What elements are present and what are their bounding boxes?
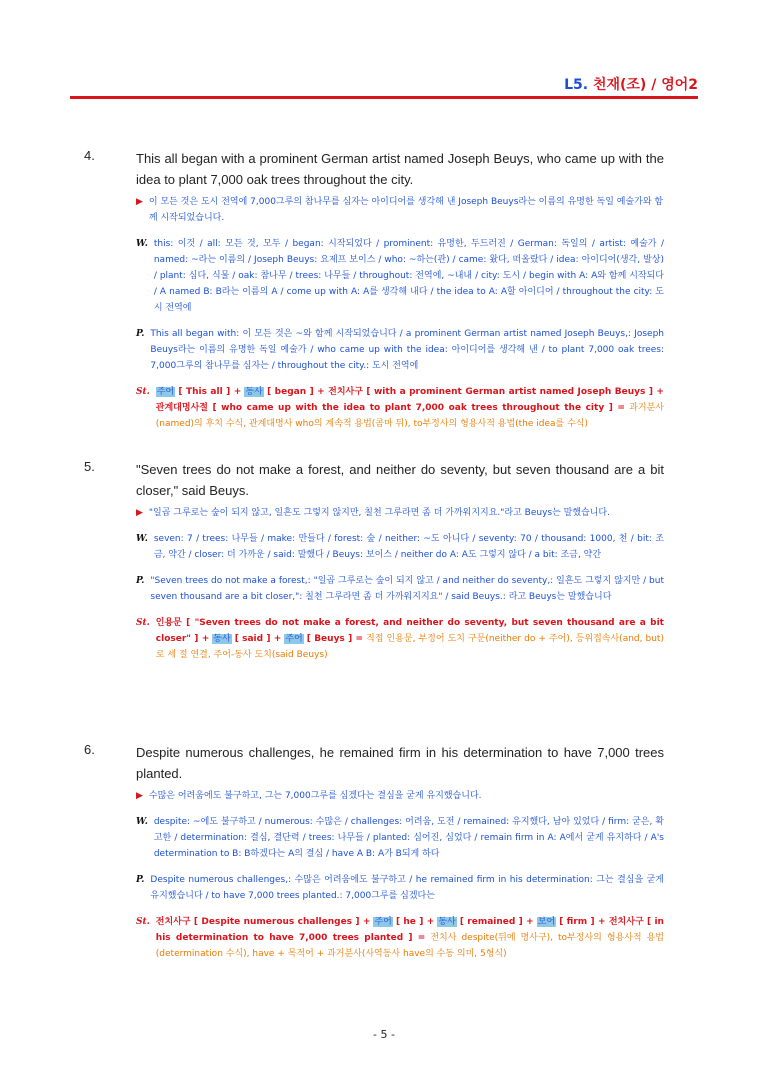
complement-tag: 보어	[537, 917, 556, 927]
structure-text	[156, 615, 664, 663]
w-label: W.	[136, 534, 148, 544]
translation-text: 수많은 어려움에도 불구하고, 그는 7,000그루를 심겠다는 결심을 굳게 유지했습니다.	[148, 791, 482, 801]
phrase-notes-text: "Seven trees do not make a forest,: "일곱 그루로는 숲이 되지 않고 / and neither do seventy,: 일흔도 그렇지 않지만 / but seven thousand are a bit closer,": 칠천 그루라면 좀 더 가까워지지요" / said Beuys.: 라고 Beuys는 말했습니다	[150, 576, 664, 602]
phrase-notes	[136, 573, 664, 605]
translation-text: 이 모든 것은 도시 전역에 7,000그루의 참나무를 심자는 아이디어를 생각해 낸 Joseph Beuys라는 이름의 유명한 독일 예술가와 함께 시작되었습니다.	[148, 197, 664, 223]
phrase-notes	[136, 326, 664, 374]
header-rule	[70, 96, 698, 99]
translation	[136, 505, 664, 521]
arrow-icon: ▶	[136, 791, 143, 801]
english-sentence: This all began with a prominent German artist named Joseph Beuys, who came up with the idea to plant 7,000 oak trees throughout the city.	[136, 151, 664, 187]
arrow-icon: ▶	[136, 197, 143, 207]
arrow-icon: ▶	[136, 508, 143, 518]
structure-part: [ firm ] + 전치사구 [ in his determination to have 7,000 trees planted ] =	[155, 917, 664, 943]
subject-tag: 주어	[285, 634, 303, 644]
verb-tag: 동사	[213, 634, 231, 644]
lesson-label: L5.	[564, 77, 589, 93]
w-label: W.	[136, 817, 148, 827]
structure-notes	[136, 914, 664, 962]
sentence-item-5	[84, 459, 664, 663]
p-label: P.	[136, 329, 145, 339]
structure-part: [ he ] +	[395, 917, 435, 927]
grammar-note: 직접 인용문, 부정어 도치 구문(neither do + 주어), 등위접속사(and, but)로 세 절 연결, 주어-동사 도치(said Beuys)	[155, 634, 664, 660]
verb-tag: 동사	[438, 917, 456, 927]
structure-part: [ began ] + 전치사구 [ with a prominent German artist named Joseph Beuys ] + 관계대명사절 [ who came up with the idea to plant 7,000 oak trees throughout the city ] =	[155, 387, 664, 413]
structure-notes	[136, 615, 664, 663]
word-notes-text: this: 이것 / all: 모든 것, 모두 / began: 시작되었다 / prominent: 유명한, 두드러진 / German: 독일의 / artist: 예술가 / named: ~라는 이름의 / Joseph Beuys: 요제프 보이스 / who: ~하는(관) / came: 왔다, 떠올랐다 / idea: 아이디어(생각, 발상) / plant: 심다, 식물 / oak: 참나무 / trees: 나무들 / throughout: 전역에, ~내내 / city: 도시 / begin with A: A와 함께 시작되다 / A named B: B라는 이름의 A / come up with A: A를 생각해 내다 / the idea to A: A할 아이디어 / throughout the city: 도시 전역에	[153, 239, 664, 313]
st-label: St.	[136, 917, 150, 927]
structure-text	[156, 384, 664, 432]
structure-notes	[136, 384, 664, 432]
p-label: P.	[136, 576, 145, 586]
phrase-notes	[136, 872, 664, 904]
st-label: St.	[136, 618, 150, 628]
phrase-notes-text: This all began with: 이 모든 것은 ~와 함께 시작되었습니다 / a prominent German artist named Joseph Beuys,: Joseph Beuys라는 이름의 유명한 독일 예술가 / who came up with the idea: 아이디어를 생각해 낸 / to plant 7,000 oak trees: 7,000그루의 참나무를 심자는 / throughout the city.: 도시 전역에	[150, 329, 664, 371]
structure-text	[156, 914, 664, 962]
page-header	[564, 74, 698, 94]
verb-tag: 동사	[245, 387, 263, 397]
translation-text: "일곱 그루로는 숲이 되지 않고, 일흔도 그렇지 않지만, 칠천 그루라면 좀 더 가까워지지요."라고 Beuys는 말했습니다.	[148, 508, 610, 518]
word-notes	[136, 236, 664, 316]
translation	[136, 788, 664, 804]
st-label: St.	[136, 387, 150, 397]
page-number: - 5 -	[373, 1028, 395, 1041]
publisher-label: 천재(조)	[592, 77, 647, 93]
english-sentence: "Seven trees do not make a forest, and neither do seventy, but seven thousand are a bit closer," said Beuys.	[136, 462, 664, 498]
structure-part: [ This all ] +	[178, 387, 242, 397]
structure-part: [ remained ] +	[459, 917, 534, 927]
word-notes	[136, 814, 664, 862]
phrase-notes-text: Despite numerous challenges,: 수많은 어려움에도 불구하고 / he remained firm in his determination: 그는 결심을 굳게 유지했습니다 / to have 7,000 trees planted.: 7,000그루를 심겠다는	[150, 875, 664, 901]
word-notes-text: seven: 7 / trees: 나무들 / make: 만들다 / forest: 숲 / neither: ~도 아니다 / seventy: 70 / thousand: 1000, 천 / bit: 조금, 약간 / closer: 더 가까운 / said: 말했다 / Beuys: 보이스 / neither do A: A도 그렇지 않다 / a bit: 조금, 약간	[153, 534, 664, 560]
grammar-note: 전치사 despite(뒤에 명사구), to부정사의 형용사적 용법(determination 수식), have + 목적어 + 과거분사(사역동사 have의 수동 의미, 5형식)	[155, 933, 664, 959]
subject-tag: 주어	[374, 917, 392, 927]
header-separator: /	[651, 77, 657, 93]
w-label: W.	[136, 239, 148, 249]
item-number: 6.	[84, 742, 95, 757]
subject-label: 영어2	[661, 77, 698, 93]
structure-part: 인용문 [ "Seven trees do not make a forest, and neither do seventy, but seven thousand are a bit closer" ] +	[155, 618, 664, 644]
subject-tag: 주어	[156, 387, 175, 397]
word-notes	[136, 531, 664, 563]
word-notes-text: despite: ~에도 불구하고 / numerous: 수많은 / challenges: 어려움, 도전 / remained: 유지했다, 남아 있었다 / firm: 굳은, 확고한 / determination: 결심, 결단력 / trees: 나무들 / planted: 심어진, 심었다 / remain firm in A: A에서 굳게 유지하다 / A's determination to B: B하겠다는 A의 결심 / have A B: A가 B되게 하다	[153, 817, 664, 859]
sentence-item-4	[84, 148, 664, 432]
structure-part: 전치사구 [ Despite numerous challenges ] +	[155, 917, 371, 927]
structure-part: [ Beuys ] =	[306, 634, 364, 644]
translation	[136, 194, 664, 226]
item-number: 5.	[84, 459, 95, 474]
grammar-note: 과거분사(named)의 후치 수식, 관계대명사 who의 계속적 용법(콤마 뒤), to부정사의 형용사적 용법(the idea를 수식)	[155, 403, 664, 429]
structure-part: [ said ] +	[234, 634, 282, 644]
english-sentence: Despite numerous challenges, he remained firm in his determination to have 7,000 trees planted.	[136, 745, 664, 781]
sentence-item-6	[84, 742, 664, 962]
item-number: 4.	[84, 148, 95, 163]
p-label: P.	[136, 875, 145, 885]
